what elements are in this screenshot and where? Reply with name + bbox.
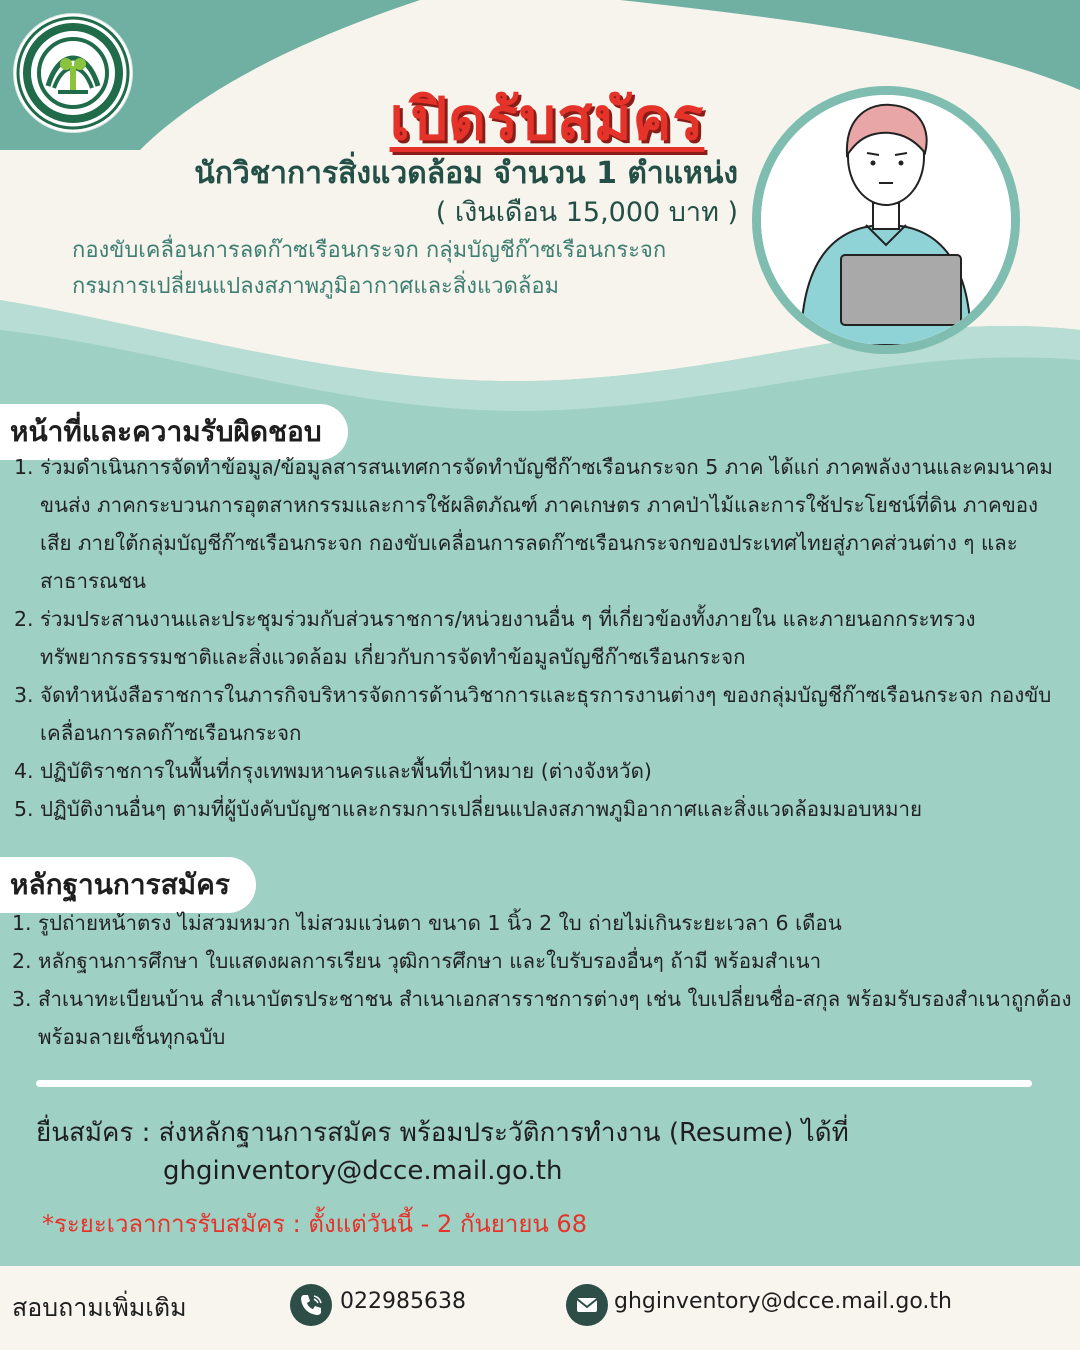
section-heading-duties: หน้าที่และความรับผิดชอบ [0,404,348,460]
duties-list [14,448,1064,828]
org-line-1: กองขับเคลื่อนการลดก๊าซเรือนกระจก กลุ่มบัญชีก๊าซเรือนกระจก [72,238,667,263]
list-item: 3. สำเนาทะเบียนบ้าน สำเนาบัตรประชาชน สำเนาเอกสารราชการต่างๆ เช่น ใบเปลี่ยนชื่อ-สกุล พร้อมรับรองสำเนาถูกต้องพร้อมลายเซ็นทุกฉบับ [12,987,1072,1049]
agency-logo [14,14,132,132]
org-line-2: กรมการเปลี่ยนแปลงสภาพภูมิอากาศและสิ่งแวดล้อม [72,274,560,299]
mail-icon [566,1284,608,1326]
list-item: 1. ร่วมดำเนินการจัดทำข้อมูล/ข้อมูลสารสนเทศการจัดทำบัญชีก๊าซเรือนกระจก 5 ภาค ได้แก่ ภาคพลังงานและคมนาคมขนส่ง ภาคกระบวนการอุตสาหกรรมและการใช้ผลิตภัณฑ์ ภาคเกษตร ภาคป่าไม้และการใช้ประโยชน์ที่ดิน ภาคของเสีย ภายใต้กลุ่มบัญชีก๊าซเรือนกระจก กองขับเคลื่อนการลดก๊าซเรือนกระจกของประเทศไทยสู่ภาคส่วนต่าง ๆ และสาธารณชน [14,455,1053,593]
list-item: 1. รูปถ่ายหน้าตรง ไม่สวมหมวก ไม่สวมแว่นตา ขนาด 1 นิ้ว 2 ใบ ถ่ายไม่เกินระยะเวลา 6 เดือน [12,911,842,935]
footer-label: สอบถามเพิ่มเติม [12,1293,187,1322]
apply-instructions: ยื่นสมัคร : ส่งหลักฐานการสมัคร พร้อมประวัติการทำงาน (Resume) ได้ที่ [36,1118,849,1148]
page-title: เปิดรับสมัคร [389,85,705,153]
list-item: 2. ร่วมประสานงานและประชุมร่วมกับส่วนราชการ/หน่วยงานอื่น ๆ ที่เกี่ยวข้องทั้งภายใน และภายนอกกระทรวงทรัพยากรธรรมชาติและสิ่งแวดล้อม เกี่ยวกับการจัดทำข้อมูลบัญชีก๊าซเรือนกระจก [14,607,976,669]
salary-text: ( เงินเดือน 15,000 บาท ) [435,197,738,228]
avatar-illustration [752,86,1020,354]
phone-icon [290,1284,332,1326]
deadline-text: *ระยะเวลาการรับสมัคร : ตั้งแต่วันนี้ - 2 กันยายน 68 [42,1210,587,1238]
section-heading-documents: หลักฐานการสมัคร [0,857,256,913]
list-item: 2. หลักฐานการศึกษา ใบแสดงผลการเรียน วุฒิการศึกษา และใบรับรองอื่นๆ ถ้ามี พร้อมสำเนา [12,949,822,973]
list-item: 5. ปฏิบัติงานอื่นๆ ตามที่ผู้บังคับบัญชาและกรมการเปลี่ยนแปลงสภาพภูมิอากาศและสิ่งแวดล้อมมอบหมาย [14,797,923,821]
documents-list [12,904,1072,1056]
person-laptop-icon [761,95,1011,345]
agency-seal-icon [14,14,132,132]
footer-email-link[interactable]: ghginventory@dcce.mail.go.th [614,1289,952,1314]
list-item: 3. จัดทำหนังสือราชการในภารกิจบริหารจัดการด้านวิชาการและธุรการงานต่างๆ ของกลุ่มบัญชีก๊าซเรือนกระจก กองขับเคลื่อนการลดก๊าซเรือนกระจก [14,683,1052,745]
divider [36,1080,1032,1087]
list-item: 4. ปฏิบัติราชการในพื้นที่กรุงเทพมหานครและพื้นที่เป้าหมาย (ต่างจังหวัด) [14,759,652,783]
apply-email-link[interactable]: ghginventory@dcce.mail.go.th [163,1156,563,1186]
position-title: นักวิชาการสิ่งแวดล้อม จำนวน 1 ตำแหน่ง [194,156,738,191]
phone-number-link[interactable]: 022985638 [340,1289,466,1314]
